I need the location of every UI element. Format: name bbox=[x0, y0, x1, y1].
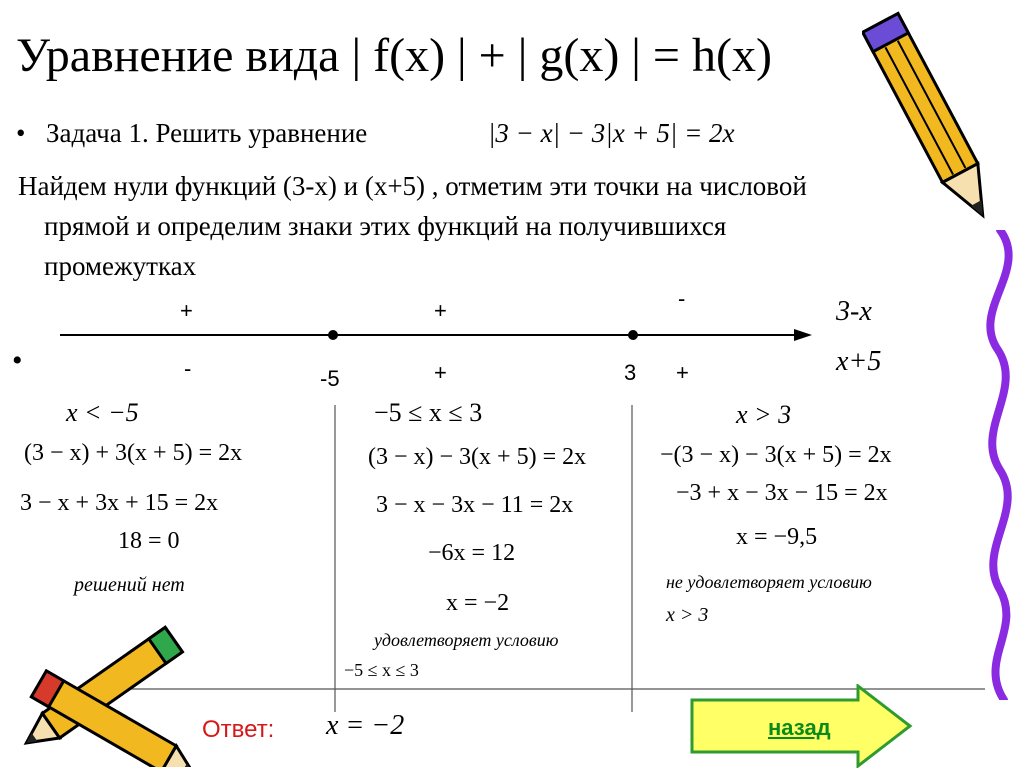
intro-line-2: прямой и определим знаки этих функций на получившихся bbox=[44, 211, 727, 241]
task-label: Задача 1. Решить уравнение bbox=[46, 118, 368, 148]
bullet: • bbox=[16, 118, 26, 148]
function-label-3-x: 3-x bbox=[836, 296, 872, 327]
case1-condition: x < −5 bbox=[66, 398, 139, 427]
point-label-3: 3 bbox=[624, 360, 637, 385]
case3-eq1: −(3 − x) − 3(x + 5) = 2x bbox=[660, 442, 892, 468]
case2-eq4: x = −2 bbox=[446, 590, 510, 616]
sign-bottom-3: + bbox=[676, 360, 689, 385]
case2-condition: −5 ≤ x ≤ 3 bbox=[374, 398, 483, 427]
pencil-icon bbox=[862, 0, 1002, 240]
function-label-x+5: x+5 bbox=[836, 346, 882, 377]
answer-value: x = −2 bbox=[326, 710, 405, 741]
case2-eq1: (3 − x) − 3(x + 5) = 2x bbox=[368, 444, 587, 470]
case1-result: решений нет bbox=[74, 574, 185, 596]
case2-result: удовлетворяет условию bbox=[374, 630, 559, 650]
case1-eq3: 18 = 0 bbox=[118, 528, 180, 554]
case3-result: не удовлетворяет условию bbox=[666, 572, 872, 592]
case3-condition: x > 3 bbox=[736, 400, 792, 429]
intro-line-1: Найдем нули функций (3-x) и (x+5) , отметим эти точки на числовой bbox=[18, 171, 807, 201]
task-equation: |3 − x| − 3|x + 5| = 2x bbox=[488, 118, 735, 148]
sign-top-2: + bbox=[434, 298, 447, 323]
case3-eq2: −3 + x − 3x − 15 = 2x bbox=[676, 480, 888, 506]
case2-result-condition: −5 ≤ x ≤ 3 bbox=[344, 660, 419, 680]
case1-eq1: (3 − x) + 3(x + 5) = 2x bbox=[24, 440, 243, 466]
point-label-minus5: -5 bbox=[320, 366, 340, 391]
case2-eq2: 3 − x − 3x − 11 = 2x bbox=[376, 492, 574, 518]
case1-eq2: 3 − x + 3x + 15 = 2x bbox=[20, 490, 219, 516]
answer-label: Ответ: bbox=[202, 716, 275, 743]
purple-ribbon-icon bbox=[960, 230, 1024, 700]
pencils-icon bbox=[0, 618, 210, 767]
sign-top-1: + bbox=[180, 298, 193, 323]
case3-eq3: x = −9,5 bbox=[736, 524, 818, 550]
case3-result-condition: x > 3 bbox=[666, 604, 709, 626]
back-button-label[interactable]: назад bbox=[768, 715, 831, 740]
intro-line-3: промежутках bbox=[44, 251, 197, 281]
slide-title: Уравнение вида | f(x) | + | g(x) | = h(x) bbox=[16, 29, 772, 82]
bullet: • bbox=[12, 344, 23, 377]
case2-eq3: −6x = 12 bbox=[428, 540, 516, 566]
sign-bottom-2: + bbox=[434, 360, 447, 385]
sign-top-3: - bbox=[678, 286, 686, 311]
sign-bottom-1: - bbox=[184, 356, 192, 381]
